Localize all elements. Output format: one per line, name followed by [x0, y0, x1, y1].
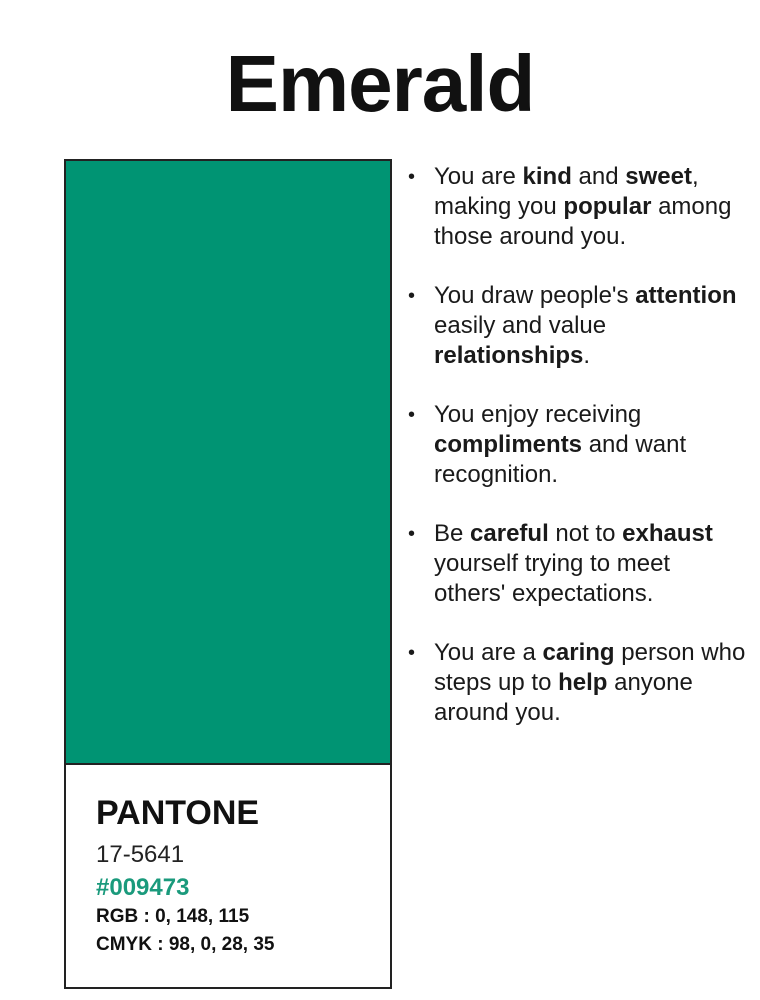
pantone-card [64, 159, 392, 989]
trait-keyword: exhaust [622, 520, 713, 547]
trait-keyword: kind [522, 163, 572, 190]
trait-keyword: relationships [434, 342, 584, 369]
trait-text: Be [434, 520, 471, 547]
trait-text: You are [434, 163, 523, 190]
bullet-icon: • [408, 523, 416, 545]
trait-text: and [571, 163, 626, 190]
pantone-brand: PANTONE [96, 794, 260, 832]
trait-text: person who steps up to [434, 639, 746, 696]
trait-item [408, 638, 748, 728]
trait-text: not to [548, 520, 623, 547]
trait-keyword: help [558, 669, 608, 696]
trait-keyword: popular [563, 193, 652, 220]
trait-text: among those around you. [434, 193, 732, 250]
trait-keyword: attention [635, 282, 737, 309]
trait-keyword: careful [470, 520, 549, 547]
trait-item [408, 519, 748, 609]
pantone-info [96, 793, 380, 959]
page-title: Emerald [225, 39, 535, 128]
pantone-code: 17-5641 [96, 841, 185, 868]
trait-keyword: compliments [434, 431, 583, 458]
trait-text: , making you [434, 163, 699, 220]
trait-list [408, 162, 748, 757]
hex-code: #009473 [96, 874, 190, 901]
color-swatch [66, 161, 390, 765]
trait-keyword: caring [542, 639, 615, 666]
bullet-icon: • [408, 285, 416, 307]
trait-item [408, 400, 748, 490]
trait-text: easily and value [434, 312, 607, 339]
trait-text: You enjoy receiving [434, 401, 642, 428]
trait-item [408, 162, 748, 252]
trait-text: yourself trying to meet others' expectations. [434, 550, 671, 607]
bullet-icon: • [408, 642, 416, 664]
trait-text: and want recognition. [434, 431, 687, 488]
trait-keyword: sweet [625, 163, 692, 190]
trait-text: anyone around you. [434, 669, 693, 726]
trait-item [408, 281, 748, 371]
rgb-values: RGB : 0, 148, 115 [96, 906, 250, 927]
cmyk-values: CMYK : 98, 0, 28, 35 [96, 934, 275, 955]
trait-text: You draw people's [434, 282, 636, 309]
trait-text: You are a [434, 639, 543, 666]
bullet-icon: • [408, 404, 416, 426]
trait-text: . [583, 342, 591, 369]
bullet-icon: • [408, 166, 416, 188]
